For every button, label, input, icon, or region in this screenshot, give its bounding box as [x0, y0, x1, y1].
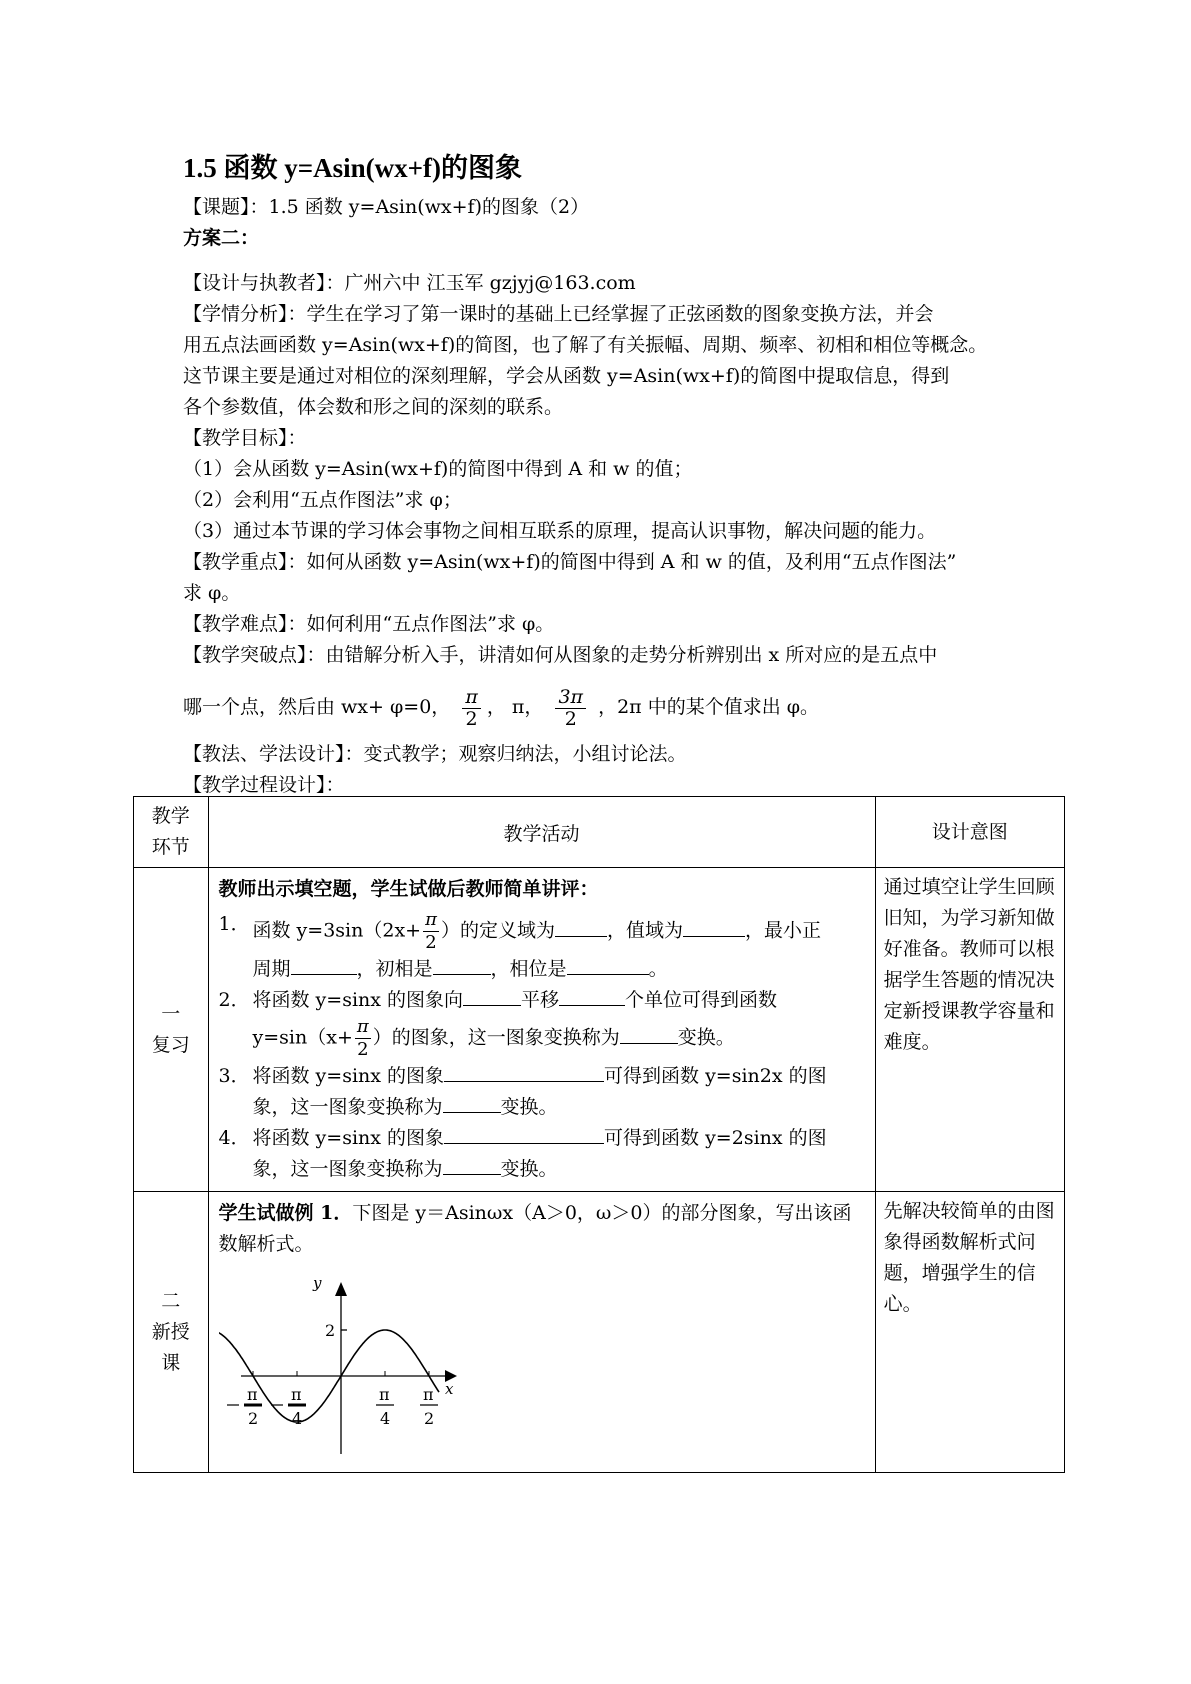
analysis-line-1	[183, 299, 1023, 330]
stage-review-label: 复习	[151, 1033, 190, 1056]
frac-den: 2	[564, 707, 577, 730]
table-header-row	[134, 797, 1065, 868]
frac-den: 2	[357, 1039, 369, 1060]
header-stage-line-2: 环节	[151, 836, 190, 858]
intent-new: 先解决较简单的由图象得函数解析式问题，增强学生的信心。	[875, 1192, 1064, 1473]
example-text: 下图是 y＝Asinωx（A＞0，ω＞0）的部分图象，写出该函数解析式。	[218, 1202, 852, 1255]
x-tick-num: π	[422, 1385, 434, 1404]
question-num: 4．	[218, 1127, 250, 1149]
fraction-3pi-over-2	[555, 687, 586, 730]
question-2-text	[253, 985, 865, 1061]
analysis-text-1: 学生在学习了第一课时的基础上已经掌握了正弦函数的图象变换方法，并会	[306, 303, 934, 325]
q2-c: 个单位可得到函数	[625, 989, 778, 1011]
break-text-2b: ，2π 中的某个值求出 φ。	[598, 696, 820, 718]
table-row-review	[134, 868, 1065, 1192]
analysis-line-4: 各个参数值，体会数和形之间的深刻的联系。	[183, 396, 564, 418]
method-value: 变式教学；观察归纳法，小组讨论法。	[363, 743, 687, 765]
question-2	[219, 985, 865, 1061]
q2-f: 变换。	[677, 1026, 735, 1049]
sine-graph	[219, 1268, 459, 1456]
q4-d: 变换。	[500, 1158, 558, 1180]
author-line	[183, 268, 1023, 299]
blank	[443, 1092, 501, 1113]
question-1-text	[253, 909, 865, 985]
question-4	[219, 1123, 865, 1185]
stage-review-num: 一	[161, 1002, 181, 1025]
review-intro: 教师出示填空题，学生试做后教师简单讲评：	[218, 878, 599, 900]
blank	[443, 1154, 501, 1175]
header-intent: 设计意图	[875, 797, 1064, 868]
blank	[291, 954, 357, 975]
plan-label: 方案二：	[183, 227, 260, 249]
q1-h: 。	[648, 958, 668, 980]
key-text-1: 如何从函数 y=Asin(wx+f)的简图中得到 A 和 w 的值，及利用“五点作图法”	[306, 551, 957, 573]
topic-label: 【课题】：	[183, 196, 269, 218]
q1-a: 函数 y=3sin（2x+	[252, 919, 422, 942]
break-line-1	[183, 640, 1023, 671]
blank	[444, 1061, 604, 1082]
example-1	[219, 1198, 865, 1260]
q1-e: 周期	[252, 958, 291, 980]
document-body	[183, 150, 1023, 801]
question-3	[219, 1061, 865, 1123]
q1-c: ，值域为	[606, 919, 683, 942]
x-axis-label: x	[444, 1380, 453, 1398]
lesson-table	[133, 796, 1065, 1473]
frac-num: π	[356, 1016, 369, 1037]
question-1	[219, 909, 865, 985]
analysis-line-2: 用五点法画函数 y=Asin(wx+f)的简图，也了解了有关振幅、周期、频率、初相和相位等概念。	[183, 334, 988, 356]
blank	[683, 916, 745, 937]
goals-label: 【教学目标】：	[183, 427, 307, 449]
example-label: 学生试做例 1．	[218, 1202, 353, 1224]
fraction-pi-over-2	[355, 1016, 371, 1061]
topic-value: 1.5 函数 y=Asin(wx+f)的图象（2）	[268, 196, 590, 218]
frac-num: π	[425, 909, 437, 930]
q2-d: y=sin（x+	[252, 1026, 353, 1049]
blank	[463, 985, 521, 1006]
q3-b: 可得到函数 y=sin2x 的图	[604, 1065, 827, 1087]
blank	[555, 916, 607, 937]
topic-line	[183, 192, 1023, 223]
author-label: 【设计与执教者】：	[183, 272, 345, 294]
break-text-1: 由错解分析入手，讲清如何从图象的走势分析辨别出 x 所对应的是五点中	[325, 644, 938, 666]
q3-d: 变换。	[500, 1096, 558, 1118]
key-line-2: 求 φ。	[183, 582, 241, 604]
q2-b: 平移	[521, 989, 560, 1011]
fraction-pi-over-2	[462, 687, 481, 730]
stage-new-label-1: 新授	[151, 1320, 190, 1343]
goal-3: （3）通过本节课的学习体会事物之间相互联系的原理，提高认识事物，解决问题的能力。	[183, 520, 937, 542]
key-label: 【教学重点】：	[183, 551, 307, 573]
activity-new	[208, 1192, 875, 1473]
x-tick-den: 2	[423, 1409, 434, 1428]
method-line	[183, 739, 1023, 770]
question-3-text	[253, 1061, 865, 1123]
break-text-2a: 哪一个点，然后由 wx+ φ=0，	[183, 696, 451, 718]
comma: ，	[524, 696, 544, 718]
key-line-1	[183, 547, 1023, 578]
blank	[559, 985, 625, 1006]
pi-symbol: π	[511, 696, 525, 718]
q2-a: 将函数 y=sinx 的图象向	[252, 989, 464, 1011]
x-tick-num: π	[378, 1385, 390, 1404]
blank	[620, 1023, 678, 1044]
blank	[567, 954, 649, 975]
x-tick-den: 4	[379, 1409, 390, 1428]
question-num: 1．	[218, 913, 250, 935]
header-stage-line-1: 教学	[151, 805, 190, 827]
frac-den: 2	[425, 932, 437, 953]
diff-line	[183, 609, 1023, 640]
x-tick-den: 4	[291, 1409, 302, 1428]
q1-d: ，最小正	[744, 919, 821, 942]
page-title: 1.5 函数 y=Asin(wx+f)的图象	[183, 153, 523, 183]
q4-b: 可得到函数 y=2sinx 的图	[604, 1127, 827, 1149]
frac-den: 2	[465, 707, 478, 730]
frac-num: 3π	[555, 687, 586, 709]
intent-review: 通过填空让学生回顾旧知，为学习新知做好准备。教师可以根据学生答题的情况决定新授课教学容量和难度。	[875, 868, 1064, 1192]
break-line-2	[183, 679, 1023, 735]
fraction-pi-over-2	[423, 909, 439, 954]
q1-b: ）的定义域为	[440, 919, 555, 942]
q1-g: ，相位是	[490, 958, 567, 980]
x-tick-num: π	[290, 1385, 302, 1404]
q2-e: ）的图象，这一图象变换称为	[372, 1026, 620, 1049]
y-axis-label: y	[312, 1274, 321, 1292]
stage-new	[134, 1192, 209, 1473]
y-tick-label: 2	[324, 1321, 335, 1340]
goal-2: （2）会利用“五点作图法”求 φ；	[183, 489, 462, 511]
y-axis-arrow	[335, 1282, 347, 1296]
comma: ，	[486, 696, 506, 718]
analysis-line-3: 这节课主要是通过对相位的深刻理解，学会从函数 y=Asin(wx+f)的简图中提取信息，得到	[183, 365, 950, 387]
stage-new-label-2: 课	[161, 1351, 181, 1374]
header-activity: 教学活动	[208, 797, 875, 868]
q4-a: 将函数 y=sinx 的图象	[252, 1127, 445, 1149]
q4-c: 象，这一图象变换称为	[252, 1158, 443, 1180]
q3-a: 将函数 y=sinx 的图象	[252, 1065, 445, 1087]
activity-review	[208, 868, 875, 1192]
question-num: 3．	[218, 1065, 250, 1087]
break-label: 【教学突破点】：	[183, 644, 326, 666]
table-row-new	[134, 1192, 1065, 1473]
q3-c: 象，这一图象变换称为	[252, 1096, 443, 1118]
diff-label: 【教学难点】：	[183, 613, 307, 635]
x-tick-num: π	[246, 1385, 258, 1404]
author-value: 广州六中 江玉军 gzjyj@163.com	[344, 272, 636, 294]
q1-f: ，初相是	[356, 958, 433, 980]
frac-num: π	[462, 687, 481, 709]
question-num: 2．	[218, 989, 250, 1011]
blank	[444, 1123, 604, 1144]
question-4-text	[253, 1123, 865, 1185]
x-tick-den: 2	[247, 1409, 258, 1428]
header-stage	[134, 797, 209, 868]
x-tick-labels	[227, 1371, 438, 1428]
process-label: 【教学过程设计】：	[183, 774, 345, 796]
stage-new-num: 二	[161, 1289, 181, 1312]
stage-review	[134, 868, 209, 1192]
analysis-label: 【学情分析】：	[183, 303, 307, 325]
goal-1: （1）会从函数 y=Asin(wx+f)的简图中得到 A 和 w 的值；	[183, 458, 693, 480]
method-label: 【教法、学法设计】：	[183, 743, 364, 765]
diff-value: 如何利用“五点作图法”求 φ。	[306, 613, 555, 635]
blank	[433, 954, 491, 975]
